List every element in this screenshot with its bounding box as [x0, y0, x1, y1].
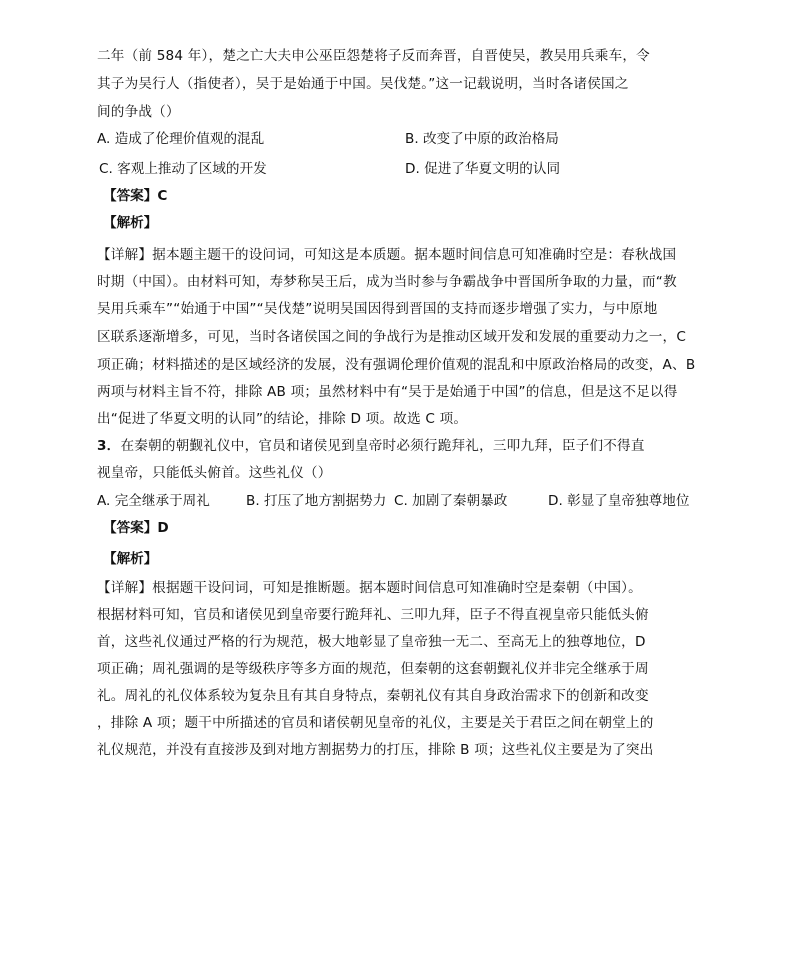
q2-detail-line-4: 区联系逐渐增多，可见，当时各诸侯国之间的争战行为是推动区域开发和发展的重要动力之一，C: [97, 329, 687, 345]
q2-stem-line-3: 间的争战（）: [97, 104, 180, 120]
q3-stem-text-1: 在秦朝的朝觐礼仪中，官员和诸侯见到皇帝时必须行跪拜礼，三叩九拜，臣子们不得直: [120, 438, 645, 454]
q3-stem-line-2: 视皇帝，只能低头俯首。这些礼仪（）: [97, 465, 332, 481]
q3-detail-line-4: 项正确；周礼强调的是等级秩序等多方面的规范，但秦朝的这套朝觐礼仪并非完全继承于周: [97, 661, 649, 677]
q2-answer: 【答案】C: [103, 188, 168, 204]
q2-stem-line-1: 二年（前 584 年），楚之亡大夫申公巫臣怨楚将子反而奔晋，自晋使吴，教吴用兵乘车，令: [97, 48, 650, 64]
q3-detail-line-6: ，排除 A 项；题干中所描述的官员和诸侯朝见皇帝的礼仪，主要是关于君臣之间在朝堂上的: [97, 715, 654, 731]
q3-number: 3．: [97, 438, 121, 454]
q3-option-a: A. 完全继承于周礼: [97, 493, 210, 509]
q2-option-d: D. 促进了华夏文明的认同: [405, 161, 561, 177]
q2-detail-line-2: 时期（中国）。由材料可知，寿梦称吴王后，成为当时参与争霸战争中晋国所争取的力量，而“教: [97, 274, 677, 290]
q2-option-b: B. 改变了中原的政治格局: [405, 131, 559, 147]
q2-detail-line-7: 出“促进了华夏文明的认同”的结论，排除 D 项。故选 C 项。: [97, 411, 468, 427]
q2-detail-line-3: 吴用兵乘车”“始通于中国”“吴伐楚”说明吴国因得到晋国的支持而逐步增强了实力，与中原地: [97, 301, 658, 317]
q2-detail-line-5: 项正确；材料描述的是区域经济的发展，没有强调伦理价值观的混乱和中原政治格局的改变，A、B: [97, 357, 696, 373]
q3-analysis-heading: 【解析】: [103, 551, 158, 567]
q2-analysis-heading: 【解析】: [103, 215, 158, 231]
q3-detail-line-3: 首，这些礼仪通过严格的行为规范，极大地彰显了皇帝独一无二、至高无上的独尊地位，D: [97, 634, 646, 650]
q2-option-c: C. 客观上推动了区域的开发: [99, 161, 267, 177]
q2-detail-line-6: 两项与材料主旨不符，排除 AB 项；虽然材料中有“吴于是始通于中国”的信息，但是这不足以得: [97, 384, 678, 400]
q3-detail-line-7: 礼仪规范，并没有直接涉及到对地方割据势力的打压，排除 B 项；这些礼仪主要是为了突出: [97, 742, 654, 758]
q3-stem-line-1: [97, 436, 645, 456]
q3-option-d: D. 彰显了皇帝独尊地位: [548, 493, 690, 509]
q3-option-b: B. 打压了地方割据势力: [246, 493, 387, 509]
q3-detail-line-1: 【详解】根据题干设问词，可知是推断题。据本题时间信息可知准确时空是秦朝（中国）。: [97, 580, 642, 596]
q2-detail-line-1: 【详解】据本题主题干的设问词，可知这是本质题。据本题时间信息可知准确时空是：春秋战国: [97, 247, 677, 263]
q3-option-c: C. 加剧了秦朝暴政: [394, 493, 508, 509]
q2-option-a: A. 造成了伦理价值观的混乱: [97, 131, 265, 147]
q3-answer: 【答案】D: [103, 520, 169, 536]
q3-detail-line-5: 礼。周礼的礼仪体系较为复杂且有其自身特点，秦朝礼仪有其自身政治需求下的创新和改变: [97, 688, 649, 704]
q2-stem-line-2: 其子为吴行人（指使者），吴于是始通于中国。吴伐楚。”这一记载说明，当时各诸侯国之: [97, 76, 629, 92]
q3-detail-line-2: 根据材料可知，官员和诸侯见到皇帝要行跪拜礼、三叩九拜，臣子不得直视皇帝只能低头俯: [97, 607, 649, 623]
